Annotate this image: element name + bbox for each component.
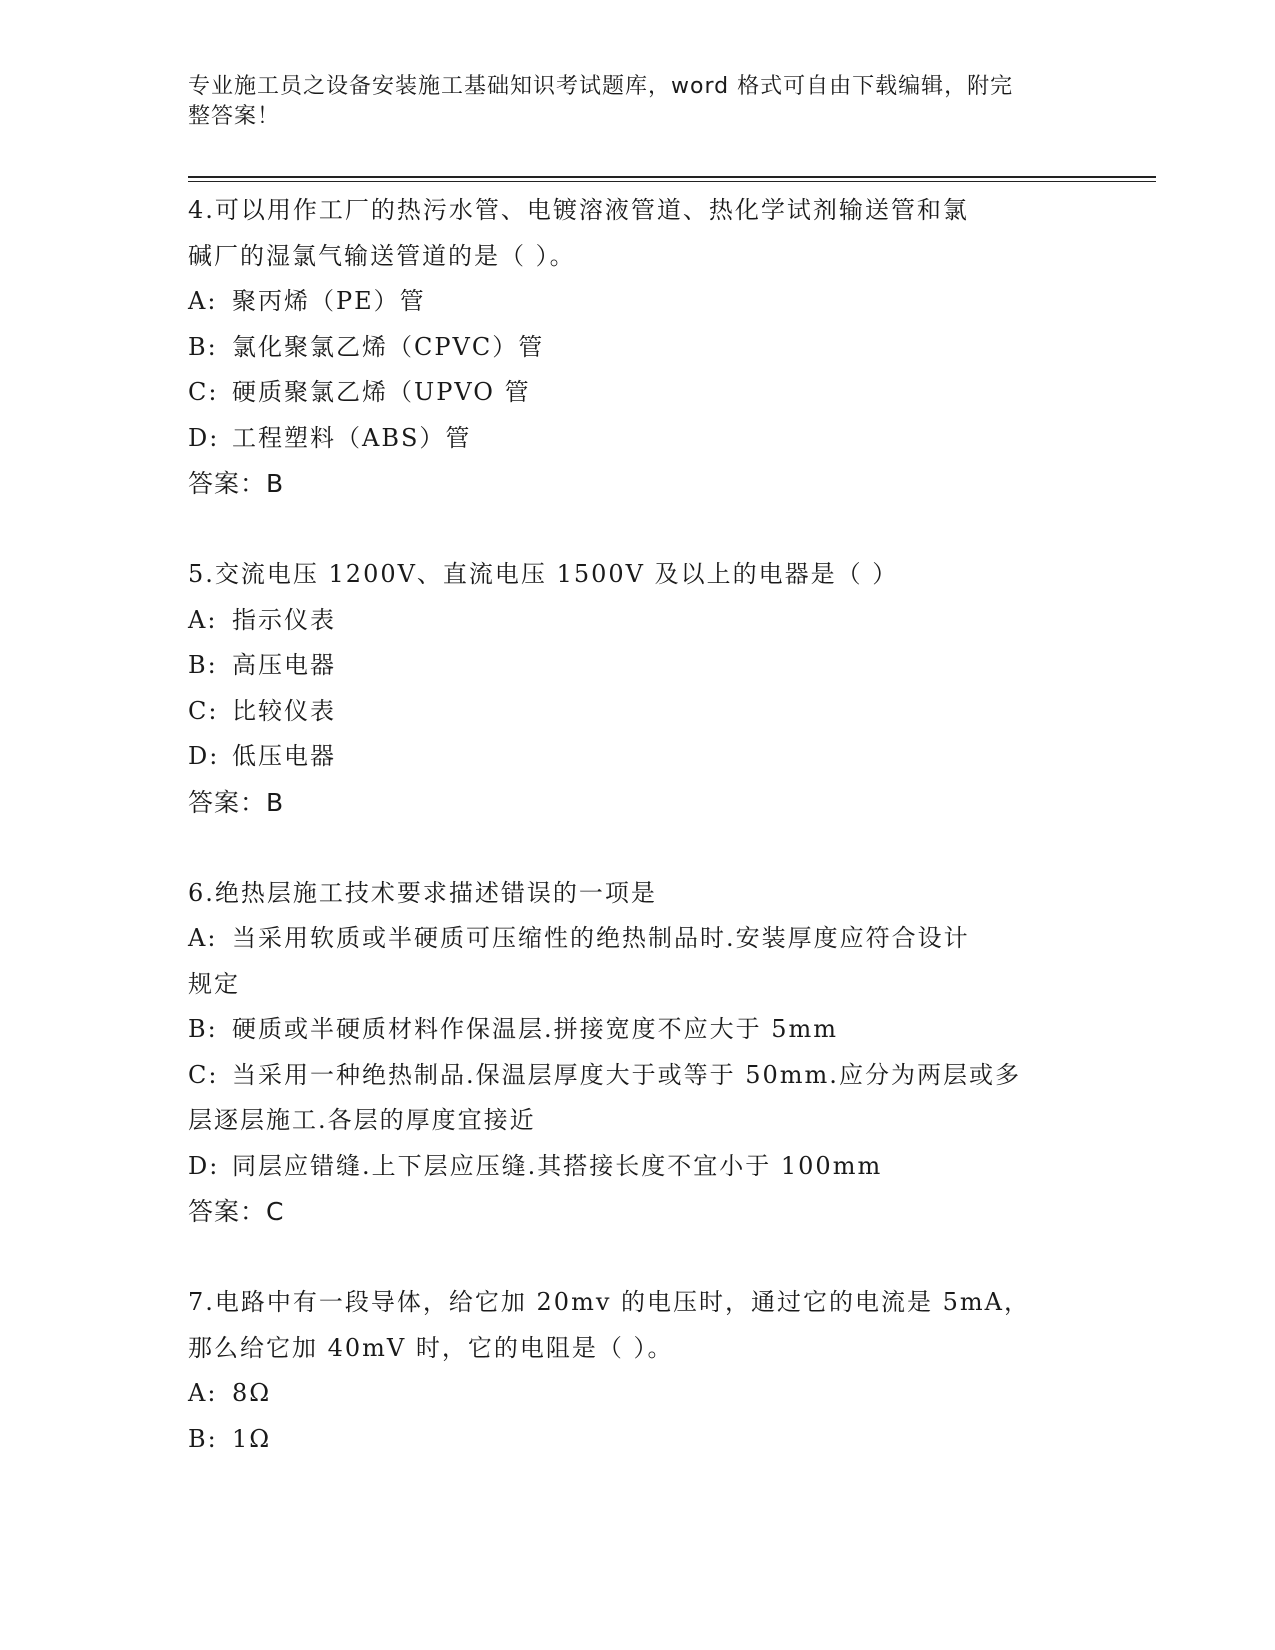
option-text: 同层应错缝.上下层应压缝.其搭接长度不宜小于 100mm (232, 1151, 883, 1180)
question-text: 那么给它加 40mV 时，它的电阻是（ ）。 (188, 1333, 674, 1362)
option-letter: A: (188, 924, 218, 952)
document-header (188, 72, 1068, 132)
question-text: 4.可以用作工厂的热污水管、电镀溶液管道、热化学试剂输送管和氯 (188, 196, 969, 224)
option-letter: B: (188, 651, 218, 679)
question-list (188, 188, 1088, 1462)
option-text: 硬质聚氯乙烯（UPVO 管 (232, 378, 531, 406)
option-letter: B: (188, 1015, 218, 1043)
question-spacer (188, 825, 1088, 871)
header-divider-thick (188, 176, 1156, 178)
option-letter: B: (188, 1424, 218, 1453)
answer-option (188, 689, 1088, 735)
header-line-2: 整答案！ (188, 104, 281, 129)
answer-option (188, 598, 1088, 644)
answer-option (188, 1417, 1088, 1463)
question-block (188, 871, 1088, 1281)
question-text: 7.电路中有一段导体，给它加 20mv 的电压时，通过它的电流是 5mA， (188, 1288, 1030, 1316)
answer-key: 答案：B (188, 469, 285, 498)
option-text-continued: 规定 (188, 969, 240, 998)
answer-key: 答案：B (188, 787, 285, 817)
answer-option (188, 416, 1088, 462)
option-text-continued: 层逐层施工.各层的厚度宜接近 (188, 1106, 536, 1134)
option-text: 当采用一种绝热制品.保温层厚度大于或等于 50mm.应分为两层或多 (232, 1060, 1021, 1089)
option-text: 当采用软质或半硬质可压缩性的绝热制品时.安装厚度应符合设计 (232, 924, 970, 952)
option-letter: D: (188, 1151, 220, 1180)
answer-option (188, 325, 1088, 371)
option-text: 1Ω (232, 1424, 272, 1453)
option-letter: C: (188, 696, 219, 725)
question-spacer (188, 507, 1088, 553)
option-letter: A: (188, 1379, 218, 1407)
answer-option (188, 1371, 1088, 1417)
question-text: 6.绝热层施工技术要求描述错误的一项是 (188, 878, 657, 907)
option-text: 指示仪表 (232, 605, 336, 634)
answer-option (188, 643, 1088, 689)
option-text: 氯化聚氯乙烯（CPVC）管 (232, 332, 545, 361)
option-letter: A: (188, 287, 218, 315)
answer-option (188, 1053, 1088, 1099)
answer-option (188, 279, 1088, 325)
question-block (188, 188, 1088, 552)
question-text: 碱厂的湿氯气输送管道的是（ ）。 (188, 241, 576, 270)
answer-option (188, 1007, 1088, 1053)
question-text: 5.交流电压 1200V、直流电压 1500V 及以上的电器是（ ） (188, 560, 899, 588)
answer-key: 答案：C (188, 1197, 285, 1226)
question-block (188, 552, 1088, 871)
option-letter: C: (188, 378, 219, 406)
option-letter: C: (188, 1060, 219, 1089)
option-text: 聚丙烯（PE）管 (232, 287, 426, 315)
question-spacer (188, 1235, 1088, 1281)
answer-option (188, 370, 1088, 416)
option-letter: D: (188, 742, 220, 770)
option-text: 低压电器 (232, 742, 336, 770)
answer-option (188, 734, 1088, 780)
option-text: 硬质或半硬质材料作保温层.拼接宽度不应大于 5mm (232, 1015, 839, 1043)
header-divider-thin (188, 181, 1156, 182)
option-text: 比较仪表 (232, 696, 336, 725)
option-letter: A: (188, 605, 218, 634)
option-text: 8Ω (232, 1379, 272, 1407)
header-line-1: 专业施工员之设备安装施工基础知识考试题库，word 格式可自由下载编辑，附完 (188, 74, 1014, 99)
answer-option (188, 916, 1088, 962)
question-block (188, 1280, 1088, 1462)
option-text: 高压电器 (232, 651, 336, 679)
option-letter: B: (188, 332, 218, 361)
answer-option (188, 1144, 1088, 1190)
option-letter: D: (188, 423, 220, 452)
option-text: 工程塑料（ABS）管 (232, 423, 472, 452)
